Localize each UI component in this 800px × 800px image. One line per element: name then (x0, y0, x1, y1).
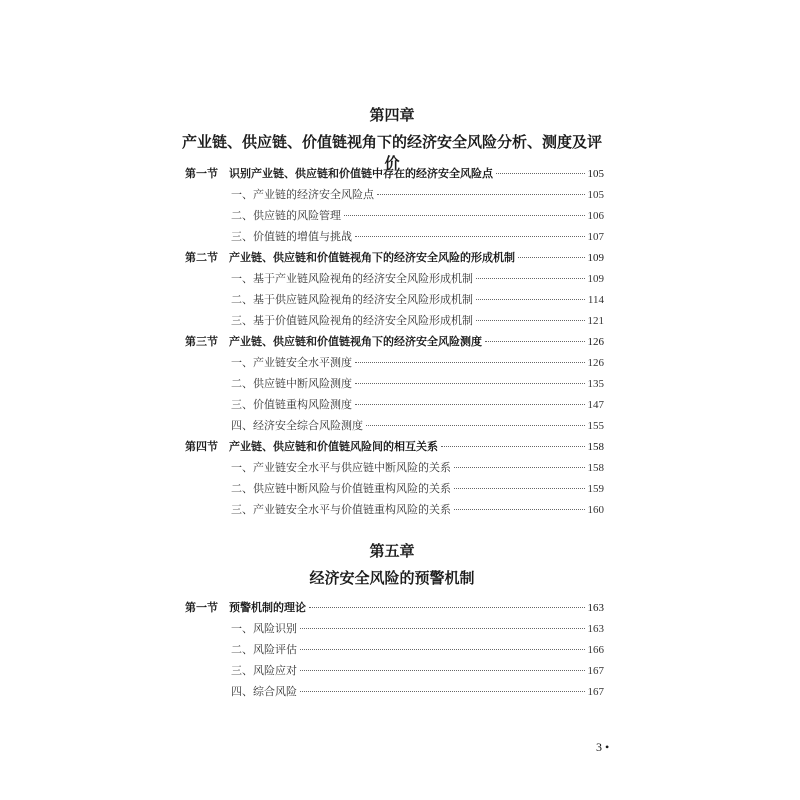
page-ref: 105 (587, 189, 604, 201)
page-ref: 167 (587, 665, 604, 677)
item-title: 一、产业链安全水平与供应链中断风险的关系 (231, 461, 451, 474)
page-ref: 160 (587, 504, 604, 516)
dot-leader (441, 446, 585, 447)
dot-leader (300, 670, 585, 671)
page-ref: 135 (587, 378, 604, 390)
item-title: 一、产业链的经济安全风险点 (231, 188, 374, 201)
dot-leader (377, 194, 585, 195)
dot-leader (476, 320, 585, 321)
item-title: 二、基于供应链风险视角的经济安全风险形成机制 (231, 293, 473, 306)
item-title: 三、产业链安全水平与价值链重构风险的关系 (231, 503, 451, 516)
dot-leader (300, 691, 585, 692)
toc-item[interactable] (231, 642, 604, 658)
page-ref: 109 (587, 252, 604, 264)
dot-leader (476, 299, 585, 300)
dot-leader (355, 383, 585, 384)
toc-item[interactable] (231, 208, 604, 224)
item-title: 一、风险识别 (231, 622, 297, 635)
item-title: 三、基于价值链风险视角的经济安全风险形成机制 (231, 314, 473, 327)
dot-leader (355, 236, 585, 237)
section-title: 预警机制的理论 (229, 601, 306, 614)
dot-leader (454, 467, 585, 468)
toc-item[interactable] (231, 187, 604, 203)
toc-item[interactable] (231, 355, 604, 371)
item-title: 一、产业链安全水平测度 (231, 356, 352, 369)
dot-leader (355, 404, 585, 405)
toc-section[interactable] (185, 166, 604, 182)
chapter-title: 产业链、供应链、价值链视角下的经济安全风险分析、测度及评价 (181, 133, 602, 172)
chapter-heading (180, 540, 604, 588)
toc-item[interactable] (231, 292, 604, 308)
chapter-number: 第四章 (369, 106, 415, 124)
section-label: 第一节 (185, 167, 218, 180)
dot-leader (518, 257, 585, 258)
toc-item[interactable] (231, 397, 604, 413)
page-ref: 126 (587, 336, 604, 348)
section-title: 产业链、供应链和价值链视角下的经济安全风险测度 (229, 335, 482, 348)
dot-leader (309, 607, 585, 608)
page-ref: 147 (587, 399, 604, 411)
page-ref: 158 (587, 462, 604, 474)
page-ref: 107 (587, 231, 604, 243)
toc-item[interactable] (231, 271, 604, 287)
page-ref: 126 (587, 357, 604, 369)
page-ref: 158 (587, 441, 604, 453)
toc-item[interactable] (231, 663, 604, 679)
section-title: 产业链、供应链和价值链视角下的经济安全风险的形成机制 (229, 251, 515, 264)
dot-leader (300, 649, 585, 650)
item-title: 二、供应链中断风险测度 (231, 377, 352, 390)
dot-leader (496, 173, 585, 174)
dot-leader (300, 628, 585, 629)
dot-leader (344, 215, 585, 216)
toc-section[interactable] (185, 250, 604, 266)
dot-leader (355, 362, 585, 363)
toc-item[interactable] (231, 481, 604, 497)
dot-leader (485, 341, 585, 342)
page-ref: 109 (587, 273, 604, 285)
page-ref: 105 (587, 168, 604, 180)
toc-item[interactable] (231, 376, 604, 392)
item-title: 三、价值链的增值与挑战 (231, 230, 352, 243)
page-number: 3 • (596, 740, 610, 754)
page-ref: 121 (587, 315, 604, 327)
section-title: 识别产业链、供应链和价值链中存在的经济安全风险点 (229, 167, 493, 180)
section-label: 第三节 (185, 335, 218, 348)
section-label: 第二节 (185, 251, 218, 264)
page-ref: 163 (587, 602, 604, 614)
toc-item[interactable] (231, 229, 604, 245)
toc-section[interactable] (185, 334, 604, 350)
item-title: 二、风险评估 (231, 643, 297, 656)
toc-item[interactable] (231, 460, 604, 476)
item-title: 二、供应链中断风险与价值链重构风险的关系 (231, 482, 451, 495)
dot-leader (454, 509, 585, 510)
page-ref: 155 (587, 420, 604, 432)
section-title: 产业链、供应链和价值链风险间的相互关系 (229, 440, 438, 453)
page-ref: 163 (587, 623, 604, 635)
toc-item[interactable] (231, 313, 604, 329)
toc-section[interactable] (185, 439, 604, 455)
chapter-title: 经济安全风险的预警机制 (309, 569, 475, 587)
toc-item[interactable] (231, 684, 604, 700)
chapter-number: 第五章 (369, 542, 415, 560)
item-title: 四、综合风险 (231, 685, 297, 698)
page-ref: 114 (587, 294, 604, 306)
item-title: 三、价值链重构风险测度 (231, 398, 352, 411)
page-ref: 106 (587, 210, 604, 222)
page-ref: 167 (587, 686, 604, 698)
page-ref: 159 (587, 483, 604, 495)
dot-leader (476, 278, 585, 279)
item-title: 一、基于产业链风险视角的经济安全风险形成机制 (231, 272, 473, 285)
toc-section[interactable] (185, 600, 604, 616)
chapter-heading (180, 104, 604, 173)
toc-item[interactable] (231, 621, 604, 637)
toc-item[interactable] (231, 418, 604, 434)
page-ref: 166 (587, 644, 604, 656)
dot-leader (454, 488, 585, 489)
dot-leader (366, 425, 585, 426)
section-label: 第四节 (185, 440, 218, 453)
item-title: 四、经济安全综合风险测度 (231, 419, 363, 432)
item-title: 三、风险应对 (231, 664, 297, 677)
item-title: 二、供应链的风险管理 (231, 209, 341, 222)
section-label: 第一节 (185, 601, 218, 614)
toc-item[interactable] (231, 502, 604, 518)
